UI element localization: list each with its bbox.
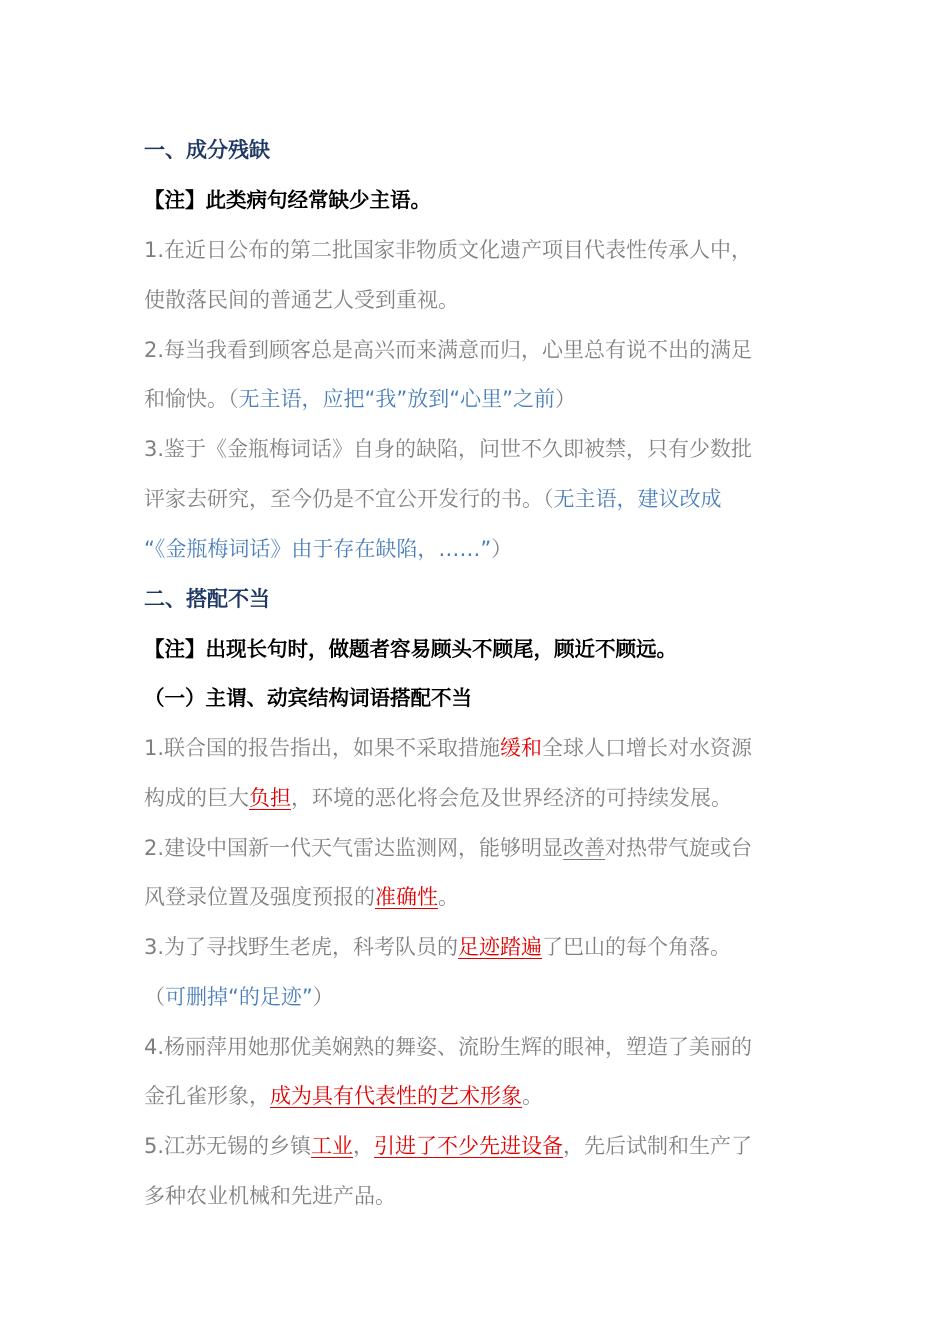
s2-example-4-line-1: 4.杨丽萍用她那优美娴熟的舞姿、流盼生辉的眼神，塑造了美丽的: [144, 1035, 753, 1059]
paren-close: ）: [555, 387, 577, 411]
s2-example-4-line-2: [144, 1081, 543, 1111]
paren-open: （: [228, 387, 239, 411]
s1-example-3-line-3: [144, 534, 512, 564]
example-text: 对热带气旋或台: [605, 836, 753, 860]
correction-comment: 无主语，应把“我”放到“心里”之前: [238, 387, 556, 411]
example-text: ，先后试制和生产了: [563, 1134, 753, 1158]
example-text: 构成的巨大: [144, 786, 249, 810]
s2-example-5-line-1: [144, 1131, 752, 1161]
s1-example-2-line-1: 2.每当我看到顾客总是高兴而来满意而归，心里总有说不出的满足: [144, 338, 753, 362]
example-text: 风登录位置及强度预报的: [144, 885, 375, 909]
example-text: 全球人口增长对水资源: [542, 736, 753, 760]
paren-close: ）: [312, 985, 334, 1009]
correction-comment: “《金瓶梅词话》由于存在缺陷，……”: [144, 537, 492, 561]
example-text: 5.江苏无锡的乡镇: [144, 1134, 312, 1158]
underlined-word: 改善: [563, 836, 606, 860]
error-highlight: 缓和: [500, 736, 543, 760]
s2-example-5-line-2: 多种农业机械和先进产品。: [144, 1184, 396, 1208]
section-1-note: 【注】此类病句经常缺少主语。: [144, 188, 431, 212]
s2-example-2-line-2: [144, 882, 459, 912]
paren-open: （: [144, 985, 165, 1009]
section-2-note: 【注】出现长句时，做题者容易顾头不顾尾，顾近不顾远。: [144, 637, 677, 661]
example-text: ，: [353, 1134, 375, 1158]
error-highlight: 准确性: [375, 885, 438, 909]
subsection-1-title: （一）主谓、动宾结构词语搭配不当: [144, 686, 472, 710]
section-2-title: 二、搭配不当: [144, 587, 270, 611]
s1-example-1-line-2: 使散落民间的普通艺人受到重视。: [144, 288, 459, 312]
s2-example-1-line-1: [144, 733, 752, 763]
paren-open: （: [543, 487, 554, 511]
s2-example-1-line-2: [144, 783, 732, 813]
example-text: 评家去研究，至今仍是不宜公开发行的书。: [144, 487, 543, 511]
example-text: 金孔雀形象，: [144, 1084, 270, 1108]
s2-example-2-line-1: [144, 833, 752, 863]
s2-example-3-line-2: [144, 982, 334, 1012]
correction-comment: 可删掉“的足迹”: [165, 985, 313, 1009]
example-text: 1.联合国的报告指出，如果不采取措施: [144, 736, 501, 760]
error-highlight: 成为具有代表性的艺术形象: [270, 1084, 522, 1108]
example-text: 3.为了寻找野生老虎，科考队员的: [144, 935, 459, 959]
paren-close: ）: [491, 537, 513, 561]
example-text: ，环境的恶化将会危及世界经济的可持续发展。: [291, 786, 732, 810]
example-text: 了巴山的每个角落。: [542, 935, 732, 959]
error-highlight: 引进了不少先进设备: [374, 1134, 564, 1158]
s1-example-1-line-1: 1.在近日公布的第二批国家非物质文化遗产项目代表性传承人中，: [144, 238, 753, 262]
example-text: 。: [522, 1084, 543, 1108]
error-highlight: 负担: [249, 786, 291, 810]
example-text: 2.建设中国新一代天气雷达监测网，能够明显: [144, 836, 564, 860]
s2-example-3-line-1: [144, 932, 731, 962]
s1-example-3-line-2: [144, 484, 722, 514]
section-1-title: 一、成分残缺: [144, 138, 270, 162]
s1-example-2-line-2: [144, 384, 576, 414]
error-highlight: 工业: [311, 1134, 354, 1158]
s1-example-3-line-1: 3.鉴于《金瓶梅词话》自身的缺陷，问世不久即被禁，只有少数批: [144, 437, 753, 461]
error-highlight: 足迹踏遍: [458, 935, 543, 959]
example-text: 和愉快。: [144, 387, 228, 411]
correction-comment: 无主语，建议改成: [553, 487, 722, 511]
example-text: 。: [438, 885, 459, 909]
